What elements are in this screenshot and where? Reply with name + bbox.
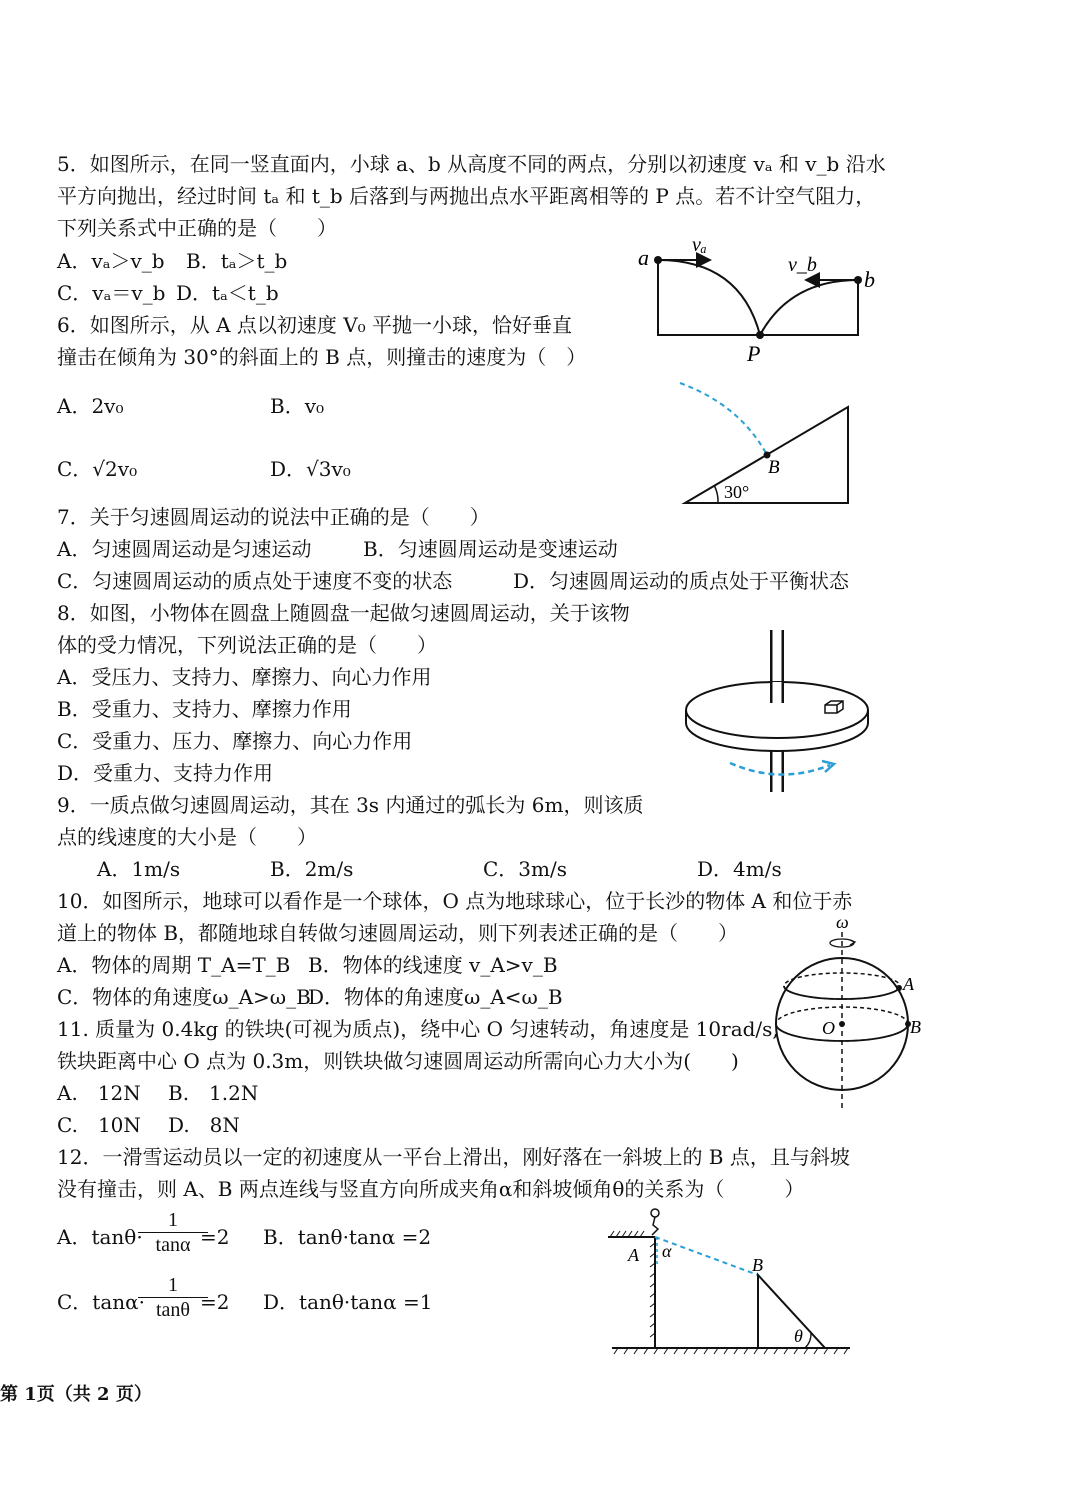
q10-fig-label-o: O [822, 1018, 835, 1038]
q6-fig-label-b: B [768, 457, 780, 478]
q12-fig-label-theta: θ [794, 1326, 803, 1346]
q11-option-d: D. 8N [168, 1113, 240, 1137]
q7-option-d: D．匀速圆周运动的质点处于平衡状态 [513, 569, 850, 593]
q10-fig-label-b: B [910, 1017, 921, 1037]
q11-line2: 铁块距离中心 O 点为 0.3m，则铁块做匀速圆周运动所需向心力大小为( ) [57, 1049, 739, 1073]
q5-figure [630, 225, 880, 370]
q5-fig-label-va: vₐ [692, 234, 707, 256]
q12-option-a-suffix: =2 [200, 1225, 230, 1249]
q8-figure [680, 625, 880, 795]
q5-line3: 下列关系式中正确的是（ ） [57, 216, 337, 240]
q5-fig-label-b: b [864, 267, 875, 292]
q10-option-d: D．物体的角速度ω_A<ω_B [308, 985, 563, 1009]
q9-line2: 点的线速度的大小是（ ） [57, 825, 317, 849]
page-footer: 第 1页（共 2 页） [0, 1384, 152, 1405]
q7-option-c: C．匀速圆周运动的质点处于速度不变的状态 [57, 569, 453, 593]
q12-option-a-numerator: 1 [138, 1208, 208, 1233]
q10-line2: 道上的物体 B，都随地球自转做匀速圆周运动，则下列表述正确的是（ ） [57, 921, 739, 945]
q12-line2: 没有撞击，则 A、B 两点连线与竖直方向所成夹角α和斜坡倾角θ的关系为（ ） [57, 1177, 805, 1201]
q6-option-b: B．v₀ [270, 394, 325, 418]
q11-line1: 11. 质量为 0.4kg 的铁块(可视为质点)，绕中心 O 匀速转动，角速度是 10rad/s, [57, 1017, 779, 1041]
q9-option-b: B．2m/s [270, 857, 354, 881]
q6-option-d: D．√3v₀ [270, 457, 351, 481]
q12-option-b: B．tanθ·tanα =2 [263, 1225, 432, 1249]
q10-line1: 10．如图所示，地球可以看作是一个球体，O 点为地球球心，位于长沙的物体 A 和位于赤 [57, 889, 853, 913]
q12-option-c-numerator: 1 [138, 1273, 208, 1298]
q12-option-a-denominator: tanα [155, 1234, 191, 1256]
q12-option-c-prefix: C．tanα· [57, 1290, 146, 1314]
q8-line1: 8．如图，小物体在圆盘上随圆盘一起做匀速圆周运动，关于该物 [57, 601, 630, 625]
q12-option-d: D．tanθ·tanα =1 [263, 1290, 433, 1314]
q10-fig-label-omega: ω [836, 912, 849, 932]
q12-fig-label-b: B [752, 1255, 763, 1275]
q9-option-a: A．1m/s [97, 857, 181, 881]
q8-option-b: B．受重力、支持力、摩擦力作用 [57, 697, 352, 721]
q5-option-a: A．vₐ＞v_b [57, 249, 165, 273]
q10-fig-label-a: A [903, 974, 914, 994]
q8-option-d: D．受重力、支持力作用 [57, 761, 274, 785]
q11-option-c: C. 10N [57, 1113, 141, 1137]
q5-option-d: D．tₐ＜t_b [176, 281, 279, 305]
q5-line1: 5．如图所示，在同一竖直面内，小球 a、b 从高度不同的两点，分别以初速度 vₐ 和 v_b 沿水 [57, 152, 886, 176]
q6-option-a: A．2v₀ [57, 394, 124, 418]
q9-option-c: C．3m/s [483, 857, 567, 881]
q6-line1: 6．如图所示，从 A 点以初速度 V₀ 平抛一小球，恰好垂直 [57, 313, 573, 337]
q12-option-a-fraction [138, 1208, 208, 1257]
q12-line1: 12．一滑雪运动员以一定的初速度从一平台上滑出，刚好落在一斜坡上的 B 点，且与斜坡 [57, 1145, 850, 1169]
q6-figure [670, 375, 860, 510]
q12-fig-label-a: A [628, 1245, 639, 1265]
q10-option-a: A．物体的周期 T_A=T_B [57, 953, 291, 977]
q6-option-c: C．√2v₀ [57, 457, 138, 481]
q5-option-c: C．vₐ＝v_b [57, 281, 166, 305]
q6-fig-angle: 30° [724, 482, 750, 502]
q5-fig-label-a: a [638, 245, 649, 270]
q12-option-c-suffix: =2 [200, 1290, 230, 1314]
q11-option-a: A. 12N [57, 1081, 141, 1105]
q5-option-b: B．tₐ＞t_b [186, 249, 288, 273]
q7-option-b: B．匀速圆周运动是变速运动 [363, 537, 618, 561]
q12-option-a-prefix: A．tanθ· [57, 1225, 143, 1249]
q5-fig-label-vb: v_b [788, 254, 817, 276]
q7-option-a: A．匀速圆周运动是匀速运动 [57, 537, 312, 561]
q12-figure [600, 1203, 860, 1363]
q6-line2: 撞击在倾角为 30°的斜面上的 B 点，则撞击的速度为（ ） [57, 345, 587, 369]
q7-line1: 7．关于匀速圆周运动的说法中正确的是（ ） [57, 505, 490, 529]
q12-option-c-denominator: tanθ [155, 1299, 190, 1321]
q12-option-c-fraction [138, 1273, 208, 1322]
q10-figure [770, 910, 930, 1110]
q8-line2: 体的受力情况，下列说法正确的是（ ） [57, 633, 437, 657]
q8-option-a: A．受压力、支持力、摩擦力、向心力作用 [57, 665, 432, 689]
q5-fig-label-p: P [747, 341, 761, 366]
q9-line1: 9．一质点做匀速圆周运动，其在 3s 内通过的弧长为 6m，则该质 [57, 793, 644, 817]
q10-option-c: C．物体的角速度ω_A>ω_B [57, 985, 311, 1009]
q8-option-c: C．受重力、压力、摩擦力、向心力作用 [57, 729, 413, 753]
q11-option-b: B. 1.2N [168, 1081, 259, 1105]
q5-line2: 平方向抛出，经过时间 tₐ 和 t_b 后落到与两抛出点水平距离相等的 P 点。若不计空气阻力， [57, 184, 876, 208]
q10-option-b: B．物体的线速度 v_A>v_B [308, 953, 558, 977]
q12-fig-label-alpha: α [662, 1241, 672, 1261]
q9-option-d: D．4m/s [697, 857, 782, 881]
